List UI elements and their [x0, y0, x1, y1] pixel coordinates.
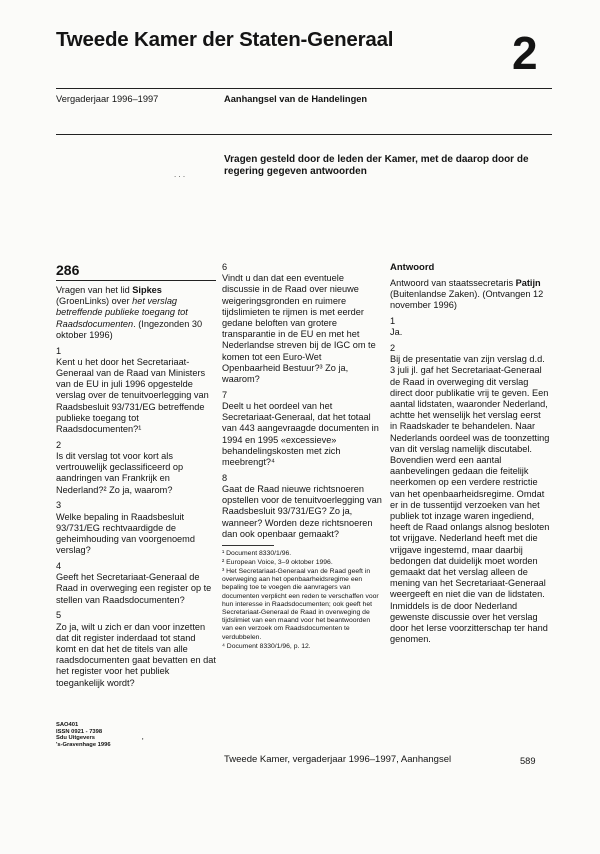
item-text: Bij de presentatie van zijn verslag d.d. 3 juli jl. gaf het Secretariaat-Generaal de Raad in overweging dit verslag direct door publikatie vrij te geven. Een aantal lidstaten, waaronder Nederland, achtte het wenselijk het verslag eerst in Raadskader te behandelen. Naar Nederlands oordeel was de toonzetting van dit verslag namelijk discutabel. Bovendien werd een aantal aanbevelingen gedaan die feitelijk neerkomen op een verdere restrictie van het openbaarheidsregime. Omdat er in de tussentijd verzoeken van het publiek tot inzage waren ingediend, heeft de Raad onlangs alsnog besloten tot vrijgave. Nederland heeft met die vrijgave ingestemd, maar daarbij bedongen dat duidelijk moet worden gemaakt dat het verslag alleen de mening van het Secretariaat-Generaal weergeeft en niet die van de lidstaten. Inmiddels is de door Nederland gewenste discussie over het verslag door het Ierse voorzitterschap ter hand genomen. — [390, 354, 550, 645]
intro-date: (Buitenlandse Zaken). (Ontvangen 12 november 1996) — [390, 289, 544, 311]
imprint-line: Sdu Uitgevers — [56, 735, 95, 742]
item-number: 2 — [390, 343, 396, 353]
series-number: 2 — [512, 27, 538, 79]
item-number: 1 — [390, 316, 396, 326]
item-number: 6 — [222, 262, 228, 272]
footer-text: Tweede Kamer, vergaderjaar 1996–1997, Aanhangsel — [224, 754, 452, 765]
footnote: ³ Het Secretariaat-Generaal van de Raad geeft in overweging aan het openbaarheidsregime een bepaling toe te voegen die aanvragers van documenten verplicht een reden te verschaffen voor hun interesse in Raadsdocumenten; ook geeft het Secretariaat-Generaal de Raad in overweging de tijdslimiet van een maand voor het beantwoorden van een verzoek om Raadsdocumenten te verdubbelen. — [222, 568, 379, 641]
question-column-1 — [56, 262, 216, 693]
footnote: ² European Voice, 3–9 oktober 1996. — [222, 558, 333, 566]
publication-series: Aanhangsel van de Handelingen — [224, 94, 368, 104]
item-number: 4 — [56, 561, 62, 572]
dot-marks: . . . — [174, 170, 186, 179]
document-title: Tweede Kamer der Staten-Generaal — [56, 28, 394, 51]
item-text: Welke bepaling in Raadsbesluit 93/731/EG rechtvaardigde de geheimhouding van voorgenoemd verslag? — [56, 511, 195, 556]
session-year: Vergaderjaar 1996–1997 — [56, 94, 159, 104]
imprint-line: SAO401 — [56, 722, 79, 728]
item-number: 2 — [56, 439, 62, 450]
intro-date: . (Ingezonden 30 oktober 1996) — [56, 318, 203, 340]
intro-text: (GroenLinks) over — [56, 296, 133, 307]
item-text: Kent u het door het Secretariaat-Generaal van de Raad van Ministers van de EU in juli 1996 opgestelde verslag over de tenuitvoerlegging van Raadsbesluit 93/731/EG betreffende publieke toegang tot Raadsdocumenten?¹ — [56, 356, 209, 435]
answer-heading: Antwoord — [390, 262, 435, 273]
item-number: 1 — [56, 345, 62, 356]
section-rule — [56, 134, 552, 135]
item-text: Gaat de Raad nieuwe richtsnoeren opstellen voor de tenuitvoerlegging van Raadsbesluit 93/731/EG? Zo ja, wanneer? Worden deze richtsnoeren dan ook openbaar gemaakt? — [222, 484, 382, 539]
question-item — [56, 500, 216, 556]
footnote-rule — [222, 545, 274, 546]
item-number: 5 — [56, 610, 62, 621]
question-column-2 — [222, 262, 382, 652]
question-item — [222, 390, 382, 468]
imprint-line: 's-Gravenhage 1996 — [56, 741, 111, 748]
scan-mark: ' — [142, 737, 144, 746]
question-item — [56, 346, 216, 436]
answer-intro — [390, 278, 550, 312]
answer-item — [390, 343, 550, 645]
section-intro: Vragen gesteld door de leden der Kamer, met de daarop door de regering gegeven antwoorden — [224, 154, 529, 177]
item-number: 3 — [56, 500, 62, 511]
question-number: 286 — [56, 262, 80, 278]
item-number: 8 — [222, 472, 228, 483]
footnote: ¹ Document 8330/1/96. — [222, 549, 292, 557]
question-rule — [56, 280, 216, 281]
imprint-block — [56, 722, 111, 748]
question-intro — [56, 285, 216, 341]
intro-text: Antwoord van staatssecretaris — [390, 277, 516, 288]
question-item — [56, 561, 216, 606]
item-text: Zo ja, wilt u zich er dan voor inzetten dat dit register inderdaad tot stand komt en dat het de titels van alle raadsdocumenten gaat bevatten en dat het register voor het publiek toegankelijk wordt? — [56, 621, 216, 688]
page-number: 589 — [520, 756, 536, 766]
question-subject: het verslag betreffende publieke toegang tot Raadsdocumenten — [56, 296, 188, 329]
question-item — [222, 473, 382, 540]
intro-text: Vragen van het lid — [56, 285, 133, 295]
imprint-line: ISSN 0921 - 7398 — [56, 728, 103, 735]
item-text: Geeft het Secretariaat-Generaal de Raad in overweging een register op te stellen van Raadsdocumenten? — [56, 572, 212, 605]
footnote: ⁴ Document 8330/1/96, p. 12. — [222, 642, 311, 650]
member-name: Sipkes — [132, 285, 162, 295]
header-rule — [56, 88, 552, 89]
question-item — [56, 440, 216, 496]
minister-name: Patijn — [515, 277, 541, 288]
item-number: 7 — [222, 389, 228, 400]
answer-column — [390, 262, 550, 650]
question-item — [222, 262, 382, 385]
item-text: Ja. — [390, 327, 403, 338]
item-text: Vindt u dan dat een eventuele discussie in de Raad over nieuwe weigeringsgronden en ruimere tijdslimieten te rijmen is met eerder gedane beloften van grotere transparantie in de EU en met het Nederlandse streven bij de IGC om te komen tot een Euro-Wet Openbaarheid Bestuur?³ Zo ja, waarom? — [222, 273, 376, 385]
item-text: Is dit verslag tot voor kort als vertrouwelijk geclassificeerd op aandringen van Frankrijk en Nederland?² Zo ja, waarom? — [56, 451, 184, 495]
item-text: Deelt u het oordeel van het Secretariaat-Generaal, dat het totaal van 443 aangevraagde documenten in 1994 en 1995 «excessieve» behandelingskosten met zich meebrengt?⁴ — [222, 401, 379, 468]
question-item — [56, 610, 216, 688]
answer-item — [390, 316, 550, 338]
